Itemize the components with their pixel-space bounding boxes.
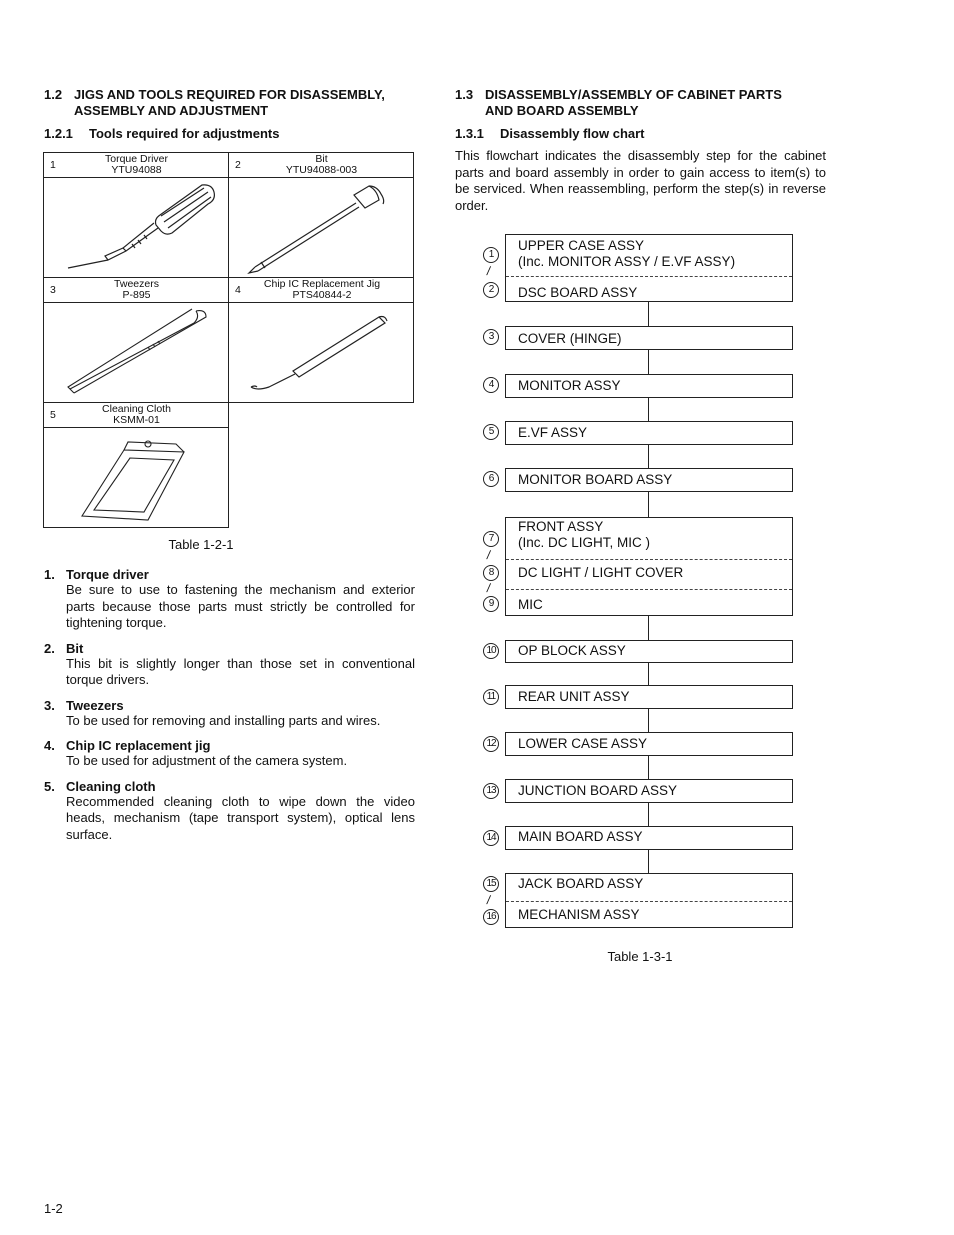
step-number: 4: [483, 377, 499, 393]
tool-2-header: 2 Bit YTU94088-003: [228, 152, 414, 178]
flowchart-intro: This flowchart indicates the disassembly step for the cabinet parts and board assembly in order to gain access to item(s) to be serviced. When reassembling, perform the step(s) in reverse order.: [455, 148, 826, 213]
section-heading-1-2: 1.2 JIGS AND TOOLS REQUIRED FOR DISASSEMBLY, ASSEMBLY AND ADJUSTMENT: [44, 87, 385, 118]
table-caption-1-3-1: Table 1-3-1: [607, 949, 673, 964]
step-number: 1: [483, 247, 499, 263]
tool-4-image-cell: [228, 302, 414, 403]
tool-5-header: 5 Cleaning Cloth KSMM-01: [43, 402, 229, 428]
step-number: 11: [483, 689, 499, 705]
tool-item-5: 5. Cleaning cloth Recommended cleaning cloth to wipe down the video heads, mechanism (tape transport system), optical lens surface.: [44, 778, 415, 842]
step-number: 9: [483, 596, 499, 612]
flow-box-rear-unit: REAR UNIT ASSY: [505, 685, 793, 709]
tool-3-image-cell: [43, 302, 229, 403]
tool-item-3: 3. Tweezers To be used for removing and installing parts and wires.: [44, 697, 381, 728]
step-number: 2: [483, 282, 499, 298]
flow-box-jack-board: JACK BOARD ASSY MECHANISM ASSY: [505, 873, 793, 928]
subsection-heading-1-2-1: 1.2.1 Tools required for adjustments: [44, 126, 280, 141]
flow-box-upper-case: UPPER CASE ASSY (Inc. MONITOR ASSY / E.VF ASSY) DSC BOARD ASSY: [505, 234, 793, 302]
page-number: 1-2: [44, 1201, 63, 1216]
chip-ic-jig-icon: [229, 303, 413, 402]
flow-box-lower-case: LOWER CASE ASSY: [505, 732, 793, 756]
tool-1-header: 1 Torque Driver YTU94088: [43, 152, 229, 178]
tool-descriptions: [44, 567, 415, 843]
section-heading-1-3: 1.3 DISASSEMBLY/ASSEMBLY OF CABINET PARTS AND BOARD ASSEMBLY: [455, 87, 782, 118]
flow-box-op-block: OP BLOCK ASSY: [505, 640, 793, 663]
cleaning-cloth-icon: [44, 428, 228, 527]
step-number: 10: [483, 643, 499, 659]
step-number: 13: [483, 783, 499, 799]
flow-box-junction-board: JUNCTION BOARD ASSY: [505, 779, 793, 803]
bit-icon: [229, 178, 413, 277]
step-number: 6: [483, 471, 499, 487]
step-number: 15: [483, 876, 499, 892]
tool-4-header: 4 Chip IC Replacement Jig PTS40844-2: [228, 277, 414, 303]
tool-5-image-cell: [43, 427, 229, 528]
step-number: 8: [483, 565, 499, 581]
step-number: 16: [483, 909, 499, 925]
step-number: 12: [483, 736, 499, 752]
step-number: 7: [483, 531, 499, 547]
tool-item-4: 4. Chip IC replacement jig To be used for adjustment of the camera system.: [44, 738, 348, 768]
flow-box-evf-assy: E.VF ASSY: [505, 421, 793, 445]
tweezers-icon: [44, 303, 228, 402]
tool-2-image-cell: [228, 177, 414, 278]
step-number: 5: [483, 424, 499, 440]
flow-box-cover-hinge: COVER (HINGE): [505, 326, 793, 350]
torque-driver-icon: [44, 178, 228, 277]
step-number: 14: [483, 830, 499, 846]
tool-item-1: 1. Torque driver Be sure to use to fastening the mechanism and exterior parts because those parts must strictly be controlled for tightening torque.: [44, 567, 415, 630]
step-number: 3: [483, 329, 499, 345]
tool-3-header: 3 Tweezers P-895: [43, 277, 229, 303]
subsection-heading-1-3-1: 1.3.1 Disassembly flow chart: [455, 126, 645, 141]
flow-box-front-assy: FRONT ASSY (Inc. DC LIGHT, MIC ) DC LIGHT / LIGHT COVER MIC: [505, 517, 793, 616]
table-caption-1-2-1: Table 1-2-1: [168, 537, 234, 552]
flow-box-monitor-board: MONITOR BOARD ASSY: [505, 468, 793, 492]
flow-box-main-board: MAIN BOARD ASSY: [505, 826, 793, 850]
tool-1-image-cell: [43, 177, 229, 278]
tool-item-2: 2. Bit This bit is slightly longer than those set in conventional torque drivers.: [44, 640, 415, 687]
flow-box-monitor-assy: MONITOR ASSY: [505, 374, 793, 398]
